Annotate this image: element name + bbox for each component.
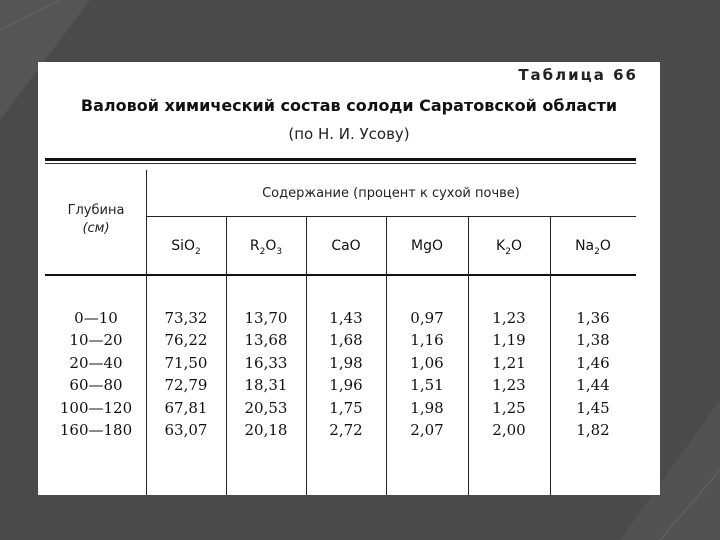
depth-cell: 60—80	[69, 376, 123, 395]
value-cell: 1,51	[410, 376, 444, 395]
value-cell: 73,32	[164, 309, 208, 327]
value-cell: 2,07	[410, 421, 444, 439]
value-cell: 1,96	[329, 376, 363, 395]
value-cell: 1,16	[410, 331, 444, 350]
value-cell: 18,31	[244, 376, 288, 395]
depth-label: Глубина	[67, 203, 125, 218]
value-cell: 16,33	[244, 353, 288, 372]
value-cell: 1,25	[492, 398, 526, 417]
depth-cell: 100—120	[59, 398, 133, 417]
top-rule	[45, 158, 636, 161]
value-cell: 1,98	[410, 398, 444, 417]
value-cell: 1,68	[329, 331, 363, 350]
content-header-rule	[146, 216, 636, 217]
column-header: $Na_2O$	[575, 238, 611, 257]
value-cell: 1,23	[492, 376, 526, 395]
value-cell: 1,82	[576, 421, 610, 439]
document-page	[38, 62, 660, 495]
value-cell: 1,43	[329, 309, 363, 327]
value-cell: 2,72	[329, 421, 363, 439]
table-number: Таблица 66	[518, 66, 638, 84]
value-cell: 1,98	[329, 353, 363, 372]
column-header: SiO$_2$	[171, 238, 201, 257]
value-cell: 0,97	[410, 309, 444, 327]
value-cell: 2,00	[492, 421, 526, 439]
value-cell: 20,53	[244, 398, 288, 417]
value-cell: 1,38	[576, 331, 610, 350]
value-cell: 63,07	[164, 421, 208, 439]
depth-cell: 160—180	[59, 421, 133, 439]
top-rule-thin	[45, 163, 636, 164]
value-cell: 1,46	[576, 353, 610, 372]
value-cell: 1,23	[492, 309, 526, 327]
value-cell: 67,81	[164, 398, 208, 417]
depth-cell: 10—20	[69, 331, 123, 350]
depth-cell: 0—10	[74, 309, 118, 327]
column-header: MgO	[411, 238, 443, 254]
value-cell: 76,22	[164, 331, 208, 350]
value-cell: 13,68	[244, 331, 288, 350]
value-cell: 71,50	[164, 353, 208, 372]
table-title: Валовой химический состав солоди Саратовской области	[80, 96, 618, 115]
value-cell: 1,21	[492, 353, 526, 372]
content-header: Содержание (процент к сухой почве)	[262, 186, 520, 201]
value-cell: 1,06	[410, 353, 444, 372]
value-cell: 20,18	[244, 421, 288, 439]
depth-unit: (см)	[82, 221, 110, 236]
header-bottom-rule	[45, 274, 636, 276]
value-cell: 1,75	[329, 398, 363, 417]
value-cell: 13,70	[244, 309, 288, 327]
column-header: CaO	[331, 238, 361, 254]
table-subtitle: (по Н. И. Усову)	[288, 125, 410, 143]
value-cell: 1,44	[576, 376, 610, 395]
depth-cell: 20—40	[69, 353, 123, 372]
column-header: $K_2O$	[496, 238, 522, 257]
depth-header	[52, 202, 140, 238]
column-header: $R_2O_3$	[249, 238, 283, 257]
value-cell: 72,79	[164, 376, 208, 395]
value-cell: 1,36	[576, 309, 610, 327]
value-cell: 1,45	[576, 398, 610, 417]
value-cell: 1,19	[492, 331, 526, 350]
